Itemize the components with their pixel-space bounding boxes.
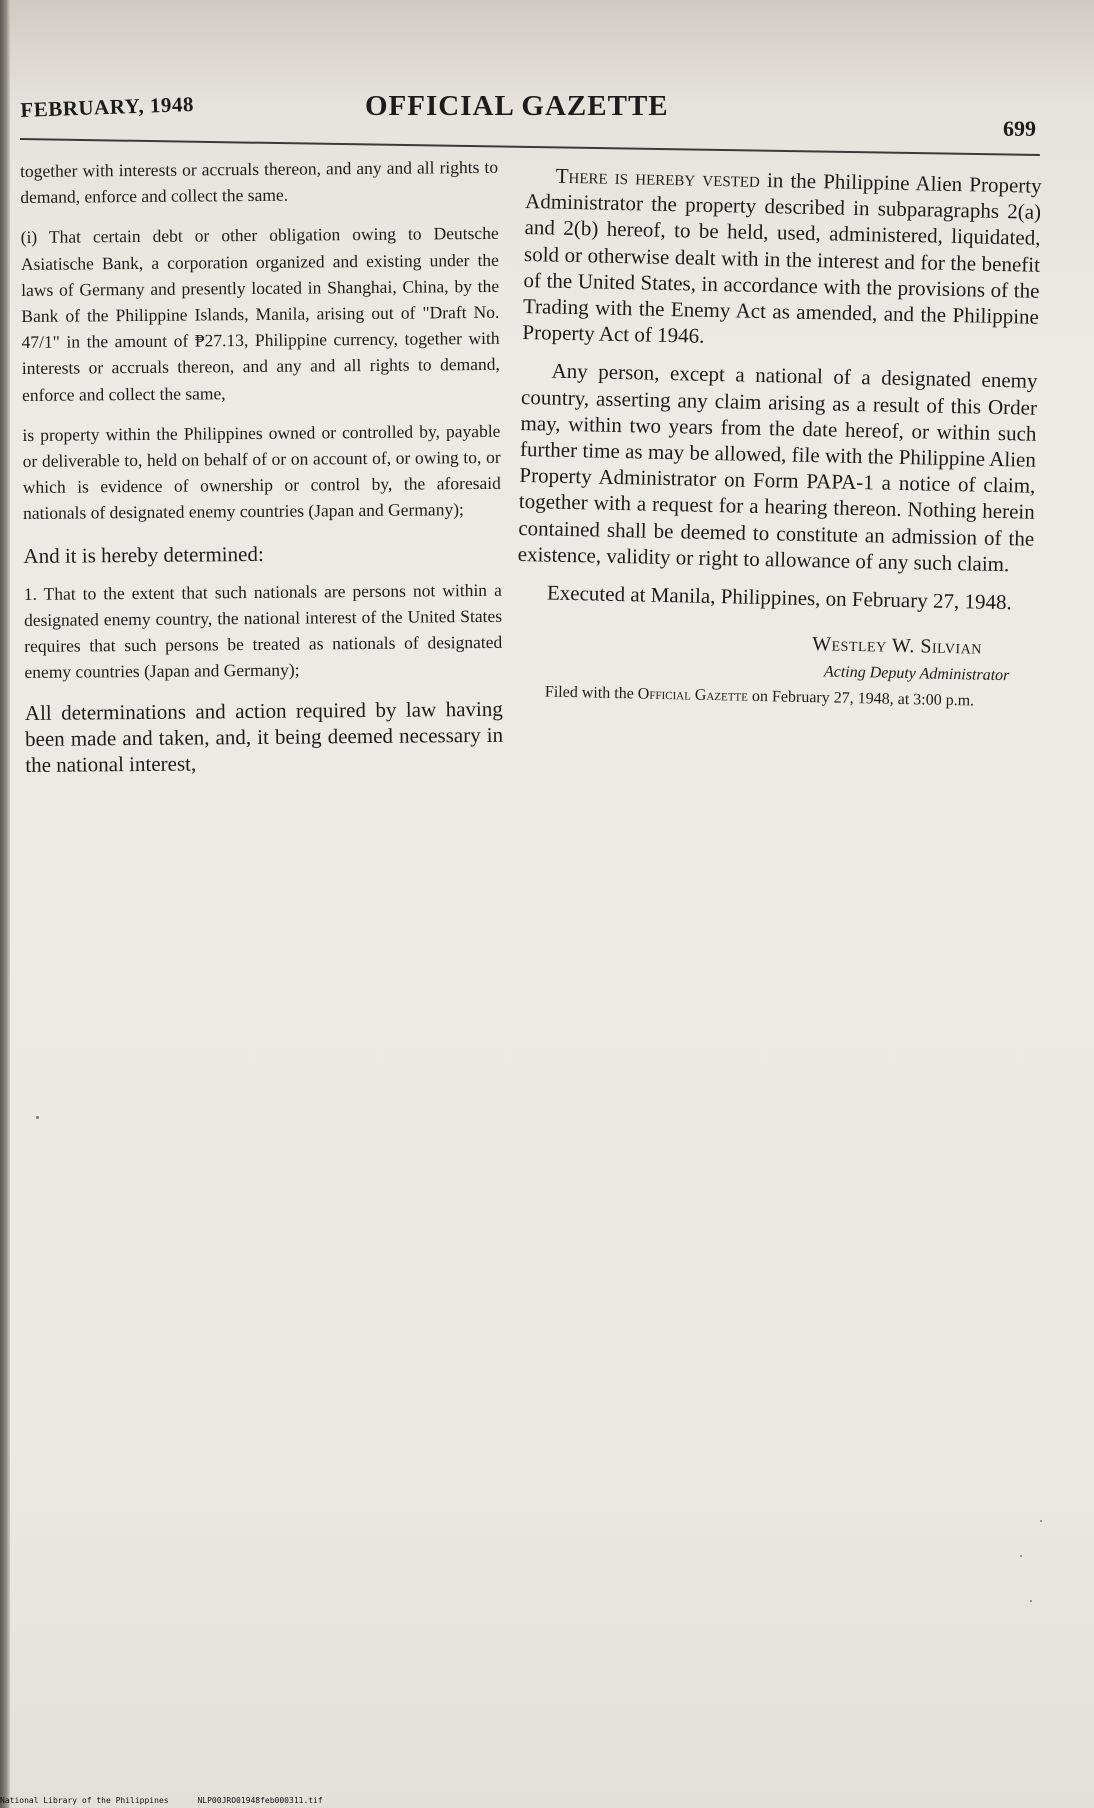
left-paragraph-5: 1. That to the extent that such nationals are persons not within a designated enemy country, the national interest of the United States requires that such persons be treated as nationals of designated enemy countries (Japan and Germany); xyxy=(23,579,503,683)
left-paragraph-6: All determinations and action required by law having been made and taken, and, it being deemed necessary in the national interest, xyxy=(24,696,504,777)
paper-speck xyxy=(1020,1555,1022,1557)
page-number: 699 xyxy=(1003,116,1036,141)
scan-footer xyxy=(0,1796,323,1805)
filed-publication: Official Gazette xyxy=(637,685,749,705)
paper-speck xyxy=(36,1116,39,1119)
left-paragraph-3: is property within the Philippines owned or controlled by, payable or deliverable to, held on behalf of or on account of, or owing to, or which is evidence of ownership or control by, the aforesaid nationals of designated enemy countries (Japan and Germany); xyxy=(22,420,501,524)
left-column xyxy=(20,154,503,778)
paper-speck xyxy=(1030,1600,1032,1602)
filed-prefix: Filed with the xyxy=(544,683,638,703)
left-paragraph-1: together with interests or accruals thereon, and any and all rights to demand, enforce and collect the same. xyxy=(20,156,499,208)
right-paragraph-3: Executed at Manila, Philippines, on February 27, 1948. xyxy=(546,580,1012,615)
signature-title: Acting Deputy Administrator xyxy=(823,663,1010,685)
left-paragraph-2: (i) That certain debt or other obligation owing to Deutsche Asiatische Bank, a corporation organized and existing under the laws of Germany and presently located in Shanghai, China, by the Bank of the Philippine Islands, Manila, arising out of "Draft No. 47/1" in the amount of ₱27.13, Philippine currency, together with interests or accruals thereon, and any and all rights to demand, enforce and collect the same, xyxy=(20,223,500,405)
page-binding-edge xyxy=(0,0,10,1808)
header-title: OFFICIAL GAZETTE xyxy=(365,90,669,122)
paper-speck xyxy=(1040,1520,1042,1522)
right-column xyxy=(515,162,1042,713)
right-paragraph-2: Any person, except a national of a designated enemy country, asserting any claim arising as a result of this Order may, within two years from the date hereof, or within such further time as may be allowed, file with the Philippine Alien Property Administrator on Form PAPA-1 a notice of claim, together with a request for a hearing thereon. Nothing herein contained shall be deemed to constitute an admission of the existence, validity or right to allowance of any such claim. xyxy=(517,359,1038,577)
vesting-lead: There is hereby vested xyxy=(555,163,761,192)
footer-filename: NLP00JRO01948feb000311.tif xyxy=(197,1796,323,1805)
header-date: FEBRUARY, 1948 xyxy=(20,91,195,122)
vesting-text: in the Philippine Alien Property Administrator the property described in subparagraphs 2(a) and 2(b) hereof, to be held, used, administered, liquidated, sold or otherwise dealt with in the interest and for the benefit of the United States, in accordance with the provisions of the Trading with the Enemy Act as amended, and the Philippine Property Act of 1946. xyxy=(522,167,1042,348)
right-paragraph-1 xyxy=(522,162,1042,356)
signature-name: Westley W. Silvian xyxy=(812,633,983,659)
filed-suffix: on February 27, 1948, at 3:00 p.m. xyxy=(747,687,975,710)
left-paragraph-4: And it is hereby determined: xyxy=(23,541,264,568)
header-rule xyxy=(20,138,1040,156)
page-header xyxy=(0,88,1094,141)
footer-library: National Library of the Philippines xyxy=(0,1796,169,1805)
